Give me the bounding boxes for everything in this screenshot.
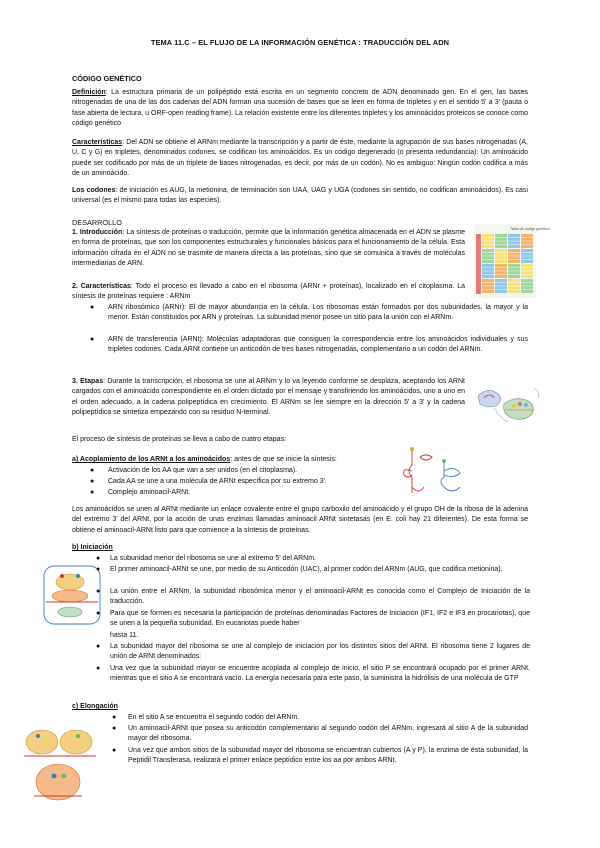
bullet-dot: ● [112,747,117,754]
codigo-heading: CÓDIGO GENÉTICO [72,74,142,83]
bullet-dot: ● [90,478,95,485]
iniciacion-heading: b) Iniciación [72,544,113,551]
genetic-code-table-image [474,224,550,298]
definicion-text: : La estructura primaria de un polipéptido está escrita en un segmento concreto de ADN denominado gen. En el gen, las bases nitrogenadas de una de las dos cadenas del ADN forman una sucesión de bases que se leen en forma de tripletes y en el sentido 5' a 3' (pauta o fase abierta de lectura, u ORF-open reading frame). La relación existente entre los diferentes tripletes y los aminoácidos proteicos se conoce como código genético [72,89,529,128]
bullet-dot: ● [90,304,95,311]
caracteristicas-text: : Del ADN se obtiene el ARNm mediante la transcripción y a partir de éste, mediante la agrupación de sus bases nitrogenadas (A, U, C y G) en tripletes, denominados codones, se codifican los aminoácidos. Es un código degenerado (o presenta redundancia): Un aminoácido puede ser codificado por más de un triplete de bases nitrogenadas, es decir, por más de un codón). No es ambiguo: Ningún codón codifica a más de un aminoácido. [72,139,528,178]
definicion-label: Definición [72,89,106,96]
code-table-title: Tabla de código genético [510,227,550,231]
proceso-line: El proceso de síntesis de proteínas se lleva a cabo de cuatro etapas: [72,436,287,443]
acoplamiento-item: Complejo aminoacil-ARNt. [108,489,191,496]
iniciacion-item: El primer aminoacil-ARNt se une, por medio de su Anticodón (UAC), al primer codón del ARNm (AUG, que codifica metionina). [110,566,503,573]
caracteristicas-sintesis-paragraph [72,282,465,303]
etapas-text: : Durante la transcripción, el ribosoma se une al ARNm y lo va leyendo conforme se desplaza, aceptando los ARNt cargados con el aminoácido correspondiente en el orden dictado por el mensaje y transfiriendo los aminoácidos, uno a uno en el orden adecuado, a la cadena polipeptídica en crecimiento. El ARNm se lee siempre en la dirección 5' a 3' y la cadena polipeptídica se sintetiza empezando con su residuo N-terminal. [72,378,465,417]
bullet-dot: ● [96,588,101,595]
iniciacion-item: La subunidad mayor del ribosoma se une al complejo de iniciación por los distintos sitios del ARNt. El ribosoma tiene 2 lugares de unión de ARNt denominados: [110,643,530,661]
elongacion-item: En el sitio A se encuentra el segundo codón del ARNm. [128,714,300,721]
bullet-dot: ● [96,665,101,672]
elongacion-item: Un aminoacil-ARNt que posea su anticodón complementario al segundo codón del ARNm, ingresará al sitio A de la subunidad mayor del ribosoma. [128,725,528,743]
definicion-paragraph [72,88,528,130]
enlace-paragraph: Los aminoácidos se unen al ARNt mediante un enlace covalente entre el grupo carboxilo del aminoácido y el grupo OH de la ribosa de la adenina del extremo 3' del ARNt, por la acción de unas enzimas llamadas aminoacil ARNt sintetasas (en E. coli hay 21 diferentes). De esta forma se obtiene el aminoacil-ARNt listo para que comience a la síntesis de proteínas. [72,506,528,534]
acoplamiento-item: Activación de los AA que van a ser unidos (en el citoplasma). [108,467,298,474]
iniciacion-item: La subunidad menor del ribosoma se une al extremo 5' del ARNm. [110,555,317,562]
desarrollo-heading: DESARROLLO [72,218,122,227]
elongacion-item: Una vez que ambos sitios de la subunidad mayor del ribosoma se encuentran cubiertos (A y P), la enzima de ésta subunidad, la Peptidil Transferasa, realizará el primer enlace peptídico entre los aa por ambos ARNt. [128,747,528,765]
acoplamiento-heading [72,455,392,465]
arnr-bullet: ARN ribosómico (ARNr): El de mayor abundancia en la célula. Los ribosomas están formados por dos subunidades, la mayor y la menor. Están constituidos por ARN y proteínas. La subunidad menor posee un sitio para la unión con el ARNm. [108,304,528,322]
bullet-dot: ● [96,610,101,617]
iniciacion-item: hasta 11. [110,632,139,639]
bullet-dot: ● [96,555,101,562]
bullet-dot: ● [112,714,117,721]
bullet-dot: ● [96,566,101,573]
bullet-dot: ● [90,467,95,474]
acoplamiento-label-tail: : antes de que se inicie la síntesis: [230,456,337,463]
acoplamiento-item: Cada AA se une a una molécula de ARNt específica por su extremo 3'. [108,478,327,485]
caracteristicas-paragraph [72,138,528,180]
iniciacion-item: Una vez que la subunidad mayor se encuentre acoplada al complejo de inicio, el sitio P se encontrará ocupado por el primer ARNt, mientras que el sitio A se encontrará vacío. La energía necesaria para este paso, la suministra la hidrólisis de una molécula de GTP [110,665,530,683]
bullet-dot: ● [96,643,101,650]
introduccion-text: : La síntesis de proteínas o traducción, permite que la información genética almacenada en el ADN se plasme en forma de proteínas, que son los componentes estructurales y funcionales básicos para el funcionamiento de la célula. Esta información cifrada en el ADN no se trasmite de manera directa a las proteínas, sino que se comunica a través de moléculas intermediarias de ARN. [72,229,465,268]
caracteristicas-sintesis-text: : Todo el proceso es llevado a cabo en el ribosoma (ARNr + proteínas), localizado en el citoplasma. La síntesis de proteínas requiere : ARNm [72,283,465,301]
bullet-dot: ● [112,725,117,732]
introduccion-paragraph [72,228,465,270]
bullet-dot: ● [90,489,95,496]
translation-overview-image [474,378,544,430]
etapas-paragraph [72,377,465,419]
elongation-image [20,720,100,812]
codones-label: Los codones [72,187,116,194]
caracteristicas-label: Características [72,139,123,146]
bullet-dot: ● [90,336,95,343]
codones-text: : de iniciación es AUG, la metionina, de terminación son UAA, UAG y UGA (codones sin sentido, no codifican aminoácidos). Es casi universal (es el mismo para todas las especies). [72,187,528,205]
caracteristicas-sintesis-label: 2. Características [72,283,131,290]
introduccion-label: 1. Introducción [72,229,123,236]
arnt-bullet: ARN de transferencia (ARNt): Moléculas adaptadoras que consiguen la correspondencia entre los aminoácidos individuales y sus tripletes codones. Cada ARNt contiene un anticodón de tres bases nitrogenadas, complementario a un codón del ARNm. [108,336,528,354]
etapas-label: 3. Etapas [72,378,104,385]
trna-structure-image [398,443,476,501]
elongacion-heading: c) Elongación [72,703,118,710]
page-title: TEMA 11.C – EL FLUJO DE LA INFORMACIÓN GENÉTICA : TRADUCCIÓN DEL ADN [150,38,450,47]
iniciacion-item: La unión entre el ARNm, la subunidad ribosómica menor y el aminoacil-ARNt es conocida como el Complejo de Iniciación de la traducción. [110,588,530,606]
codones-paragraph [72,186,528,207]
iniciacion-item: Para que se formen es necesaria la participación de proteínas denominadas Factores de Iniciación (IF1, IF2 e IF3 en procariotas), que se unen a la pequeña subunidad. En eucariotas puede haber [110,610,530,628]
acoplamiento-label: a) Acoplamiento de los ARNt a los aminoácidos [72,456,231,463]
